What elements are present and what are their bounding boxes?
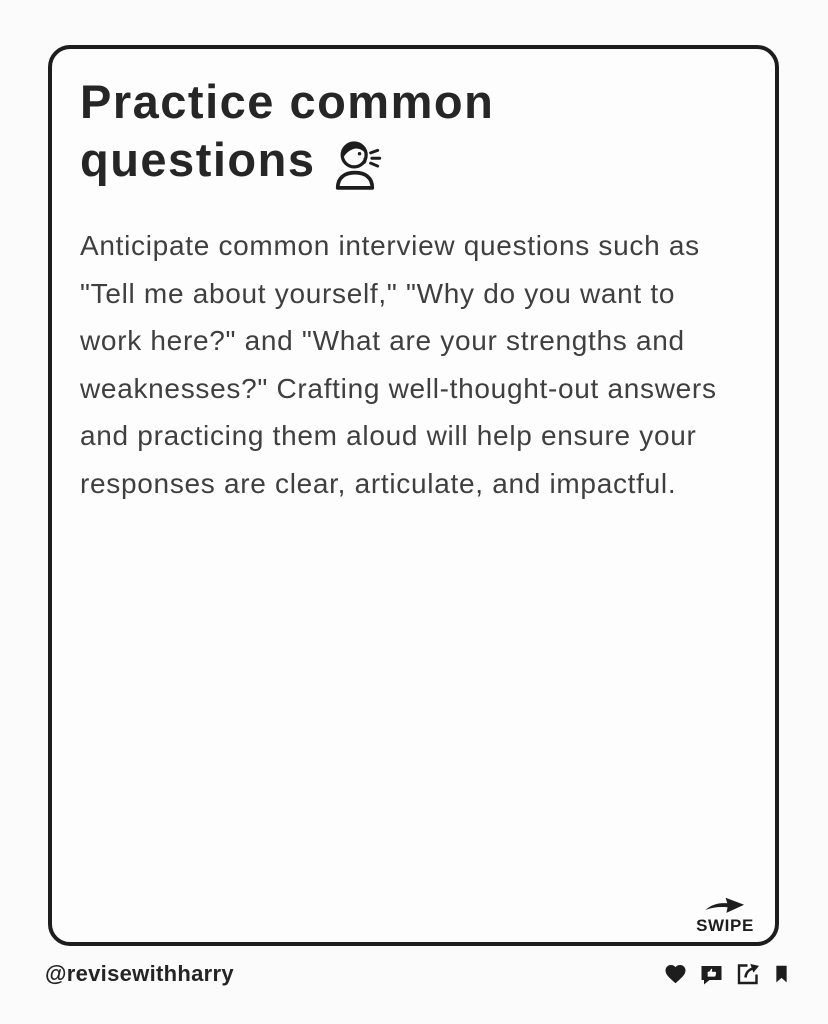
speaking-head-icon xyxy=(327,136,383,192)
title-line-1: Practice common xyxy=(80,75,495,128)
slide-body xyxy=(80,222,747,507)
engagement-icons xyxy=(663,962,791,986)
body-line: Anticipate common interview questions such as xyxy=(80,230,700,261)
bookmark-icon[interactable] xyxy=(772,962,791,986)
swipe-indicator[interactable] xyxy=(693,895,757,936)
title-line-2-wrap xyxy=(80,131,383,189)
swipe-label: SWIPE xyxy=(696,916,754,935)
share-icon[interactable] xyxy=(735,962,761,986)
comment-icon[interactable] xyxy=(699,962,724,986)
body-line: and practicing them aloud will help ensure your xyxy=(80,420,697,451)
card-content xyxy=(52,49,775,507)
footer xyxy=(45,956,791,992)
slide-title xyxy=(80,73,747,189)
body-line: work here?" and "What are your strengths and xyxy=(80,325,685,356)
body-line: responses are clear, articulate, and impactful. xyxy=(80,467,677,499)
heart-icon[interactable] xyxy=(663,962,688,986)
swipe-arrow-icon xyxy=(704,895,746,915)
title-line-2: questions xyxy=(80,133,316,186)
body-line: "Tell me about yourself," "Why do you want to xyxy=(80,277,676,309)
content-card[interactable] xyxy=(48,45,779,946)
body-line: weaknesses?" Crafting well-thought-out answers xyxy=(80,372,717,404)
account-handle: @revisewithharry xyxy=(45,961,234,986)
